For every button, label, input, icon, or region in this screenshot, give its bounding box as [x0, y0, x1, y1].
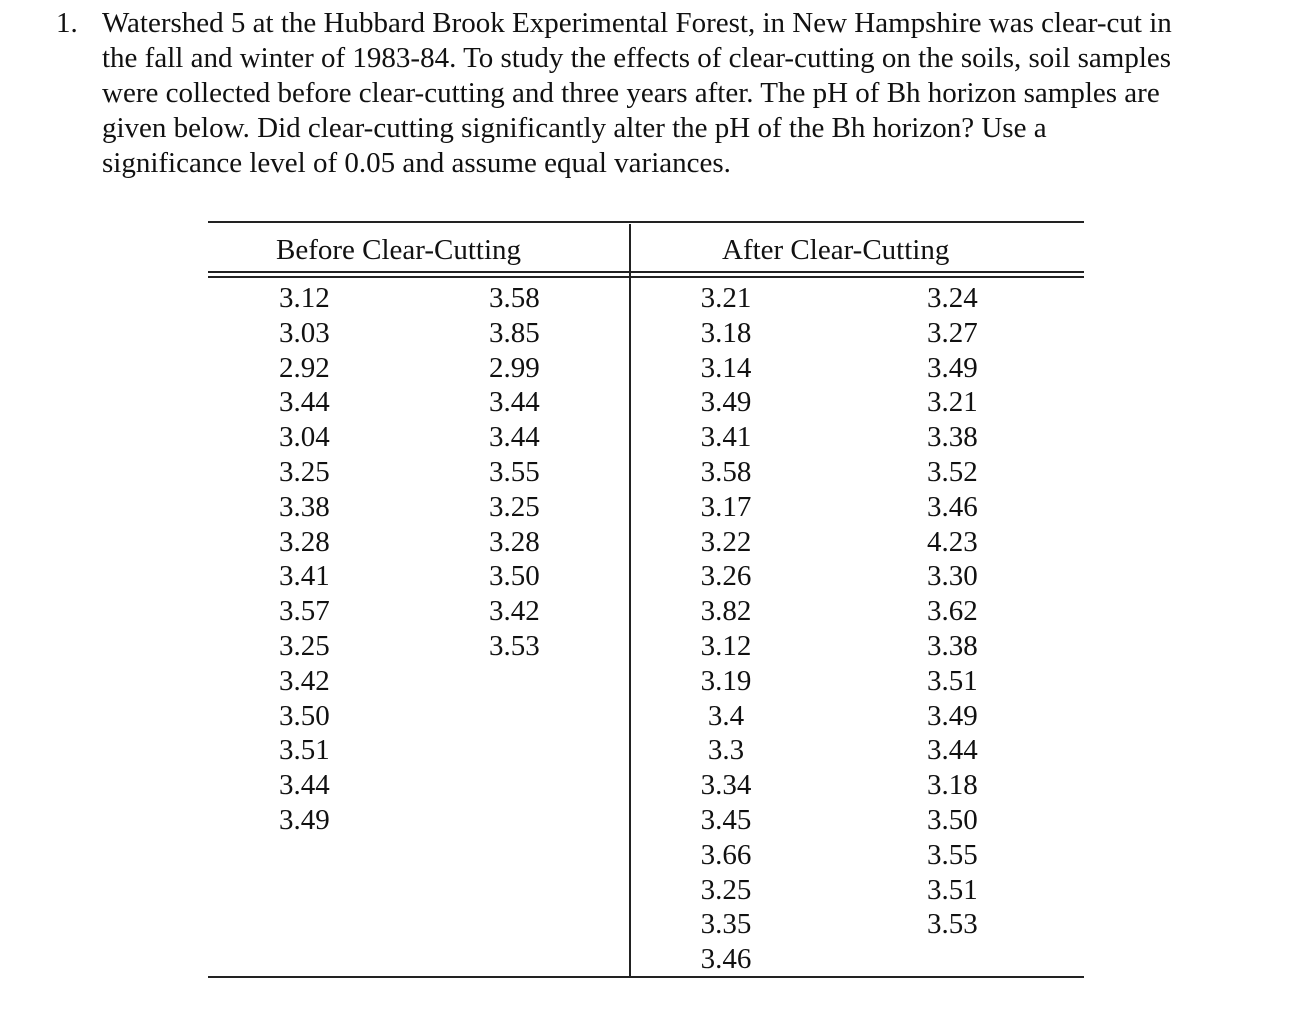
table-cell: 3.49 [927, 351, 978, 384]
table-bottom-rule [208, 976, 1084, 978]
table-cell: 3.66 [700, 838, 752, 871]
question-line: significance level of 0.05 and assume equal variances. [102, 147, 731, 179]
header-before: Before Clear-Cutting [276, 234, 522, 266]
table-cell: 4.23 [927, 525, 978, 558]
question-text [102, 6, 1252, 181]
table-cell: 3.3 [707, 734, 745, 767]
table-cell: 3.28 [489, 525, 540, 558]
table-cell: 3.58 [700, 455, 752, 488]
table-cell: 3.17 [700, 490, 752, 523]
table-cell: 3.18 [927, 769, 978, 802]
table-cell: 3.30 [927, 560, 978, 593]
table-cell: 3.82 [700, 595, 752, 628]
table-cell: 3.55 [927, 838, 978, 871]
header-rule-upper [208, 271, 1084, 273]
table-cell: 3.49 [700, 386, 752, 419]
table-cell: 3.38 [279, 490, 330, 523]
table-cell: 3.50 [927, 803, 978, 836]
header-after: After Clear-Cutting [722, 234, 950, 266]
table-cell: 3.21 [927, 386, 978, 419]
table-cell: 3.22 [700, 525, 752, 558]
table-cell: 3.44 [489, 386, 540, 419]
table-cell: 3.46 [700, 943, 752, 976]
table-cell: 3.26 [700, 560, 752, 593]
table-cell: 3.04 [279, 421, 330, 454]
table-cell: 3.53 [927, 908, 978, 941]
table-cell: 3.38 [927, 629, 978, 662]
table-cell: 3.18 [700, 316, 752, 349]
table-cell: 3.58 [489, 282, 540, 314]
question-line: the fall and winter of 1983-84. To study the effects of clear-cutting on the soils, soil samples [102, 42, 1172, 74]
table-cell: 3.42 [489, 595, 540, 628]
table-cell: 3.41 [700, 421, 752, 454]
table-cell: 3.52 [927, 455, 978, 488]
table-cell: 3.44 [927, 734, 978, 767]
table-cell: 3.4 [707, 699, 745, 732]
table-cell: 3.49 [279, 803, 330, 836]
header-rule-lower [208, 276, 1084, 278]
table-cell: 3.51 [927, 873, 978, 906]
question-number: 1. [56, 7, 78, 39]
table-cell: 3.49 [927, 699, 978, 732]
table-cell: 3.25 [279, 629, 330, 662]
table-cell: 3.41 [279, 560, 330, 593]
table-cell: 3.25 [700, 873, 752, 906]
table-cell: 3.53 [489, 629, 540, 662]
table-cell: 2.99 [489, 351, 540, 384]
question-line: Watershed 5 at the Hubbard Brook Experimental Forest, in New Hampshire was clear-cut in [102, 7, 1172, 39]
after-column-1 [696, 281, 756, 977]
table-cell: 3.51 [279, 734, 330, 767]
table-cell: 3.42 [279, 664, 330, 697]
table-cell: 3.44 [279, 386, 330, 419]
table-cell: 3.12 [279, 282, 330, 314]
table-top-rule [208, 221, 1084, 223]
table-cell: 2.92 [279, 351, 330, 384]
table-cell: 3.34 [700, 769, 752, 802]
table-cell: 3.44 [279, 769, 330, 802]
table-cell: 3.14 [700, 351, 752, 384]
table-cell: 3.25 [489, 490, 540, 523]
table-cell: 3.50 [489, 560, 540, 593]
table-cell: 3.24 [927, 282, 978, 314]
table-cell: 3.44 [489, 421, 540, 454]
before-column-1 [279, 281, 330, 838]
table-cell: 3.03 [279, 316, 330, 349]
table-cell: 3.27 [927, 316, 978, 349]
table-cell: 3.38 [927, 421, 978, 454]
table-cell: 3.45 [700, 803, 752, 836]
question-line: given below. Did clear-cutting significantly alter the pH of the Bh horizon? Use a [102, 112, 1047, 144]
table-cell: 3.57 [279, 595, 330, 628]
after-column-2 [927, 281, 978, 942]
table-cell: 3.12 [700, 629, 752, 662]
table-cell: 3.19 [700, 664, 752, 697]
table-cell: 3.46 [927, 490, 978, 523]
table-cell: 3.28 [279, 525, 330, 558]
table-cell: 3.85 [489, 316, 540, 349]
table-cell: 3.25 [279, 455, 330, 488]
table-cell: 3.50 [279, 699, 330, 732]
table-cell: 3.35 [700, 908, 752, 941]
table-cell: 3.55 [489, 455, 540, 488]
before-column-2 [489, 281, 540, 664]
question-line: were collected before clear-cutting and three years after. The pH of Bh horizon samples are [102, 77, 1160, 109]
column-divider [629, 224, 631, 978]
table-cell: 3.51 [927, 664, 978, 697]
table-cell: 3.62 [927, 595, 978, 628]
table-cell: 3.21 [700, 282, 752, 314]
